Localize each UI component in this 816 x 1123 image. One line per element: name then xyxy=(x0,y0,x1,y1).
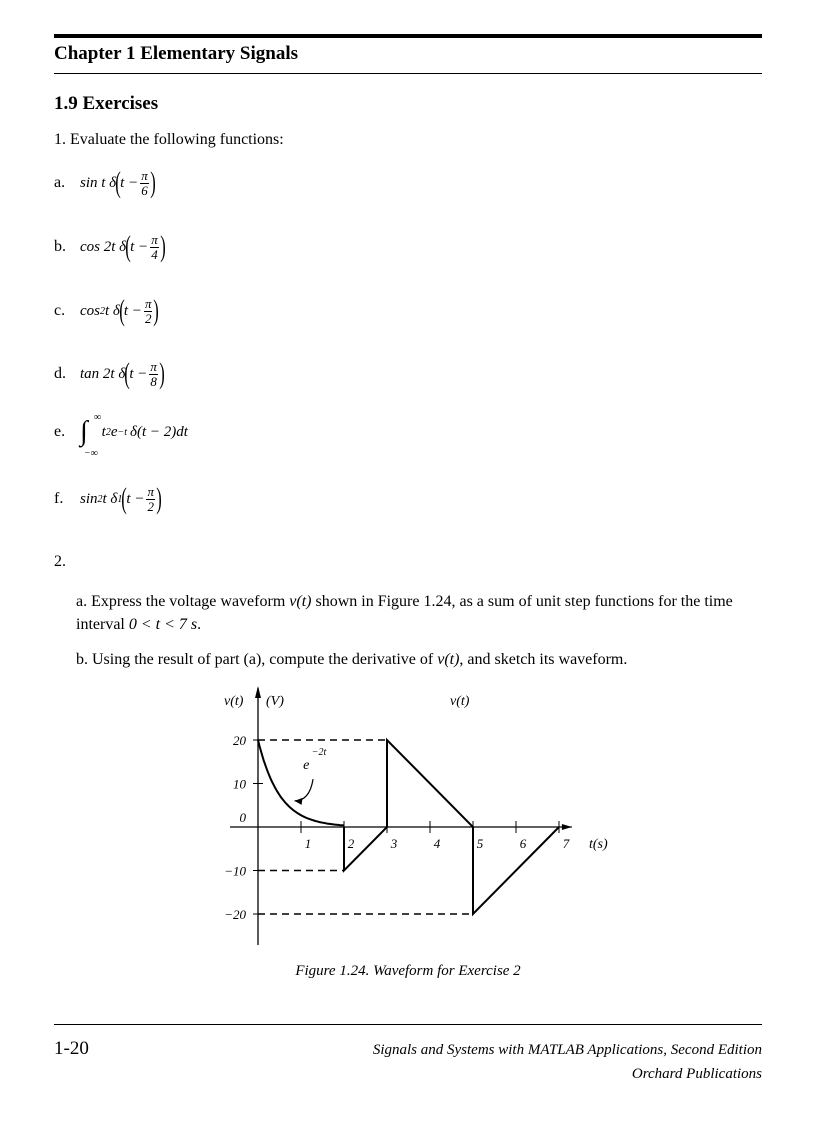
part-a-text-1: a. Express the voltage waveform xyxy=(76,593,290,610)
figure-caption: Figure 1.24. Waveform for Exercise 2 xyxy=(295,963,521,979)
fraction-numerator: π xyxy=(147,483,154,499)
x-tick-label: 4 xyxy=(433,836,441,851)
annotation-exponent: −2t xyxy=(311,747,327,759)
exercise1-item-d xyxy=(54,359,164,389)
fraction xyxy=(140,169,149,197)
fraction-numerator: π xyxy=(144,295,152,311)
x-tick-label: 3 xyxy=(390,836,398,851)
y-tick-label: −20 xyxy=(224,907,246,922)
part-a-interval: 0 < t < 7 s xyxy=(128,616,198,633)
math-expression: sin t δ ( t − $\frac{\pi}{6}$ ) xyxy=(80,166,156,199)
exponential-series-line xyxy=(258,740,344,825)
waveform-chart xyxy=(180,680,640,955)
exercise1-prompt: 1. Evaluate the following functions: xyxy=(54,131,284,148)
math-expression: cos 2t δ ( t − $\frac{\pi}{4}$ ) xyxy=(80,230,166,263)
math-expression: tan 2t δ ( t − $\frac{\pi}{8}$ ) xyxy=(80,357,165,390)
fraction-denominator: 8 xyxy=(150,373,157,389)
math-inner: t − xyxy=(120,174,139,191)
integral-sign: ∫ xyxy=(80,416,88,447)
exercise1-item-e xyxy=(54,412,188,459)
fraction xyxy=(149,360,158,388)
math-prefix: cos xyxy=(80,302,100,319)
page-number: 1-20 xyxy=(54,1038,89,1059)
fraction-denominator: 2 xyxy=(144,310,152,326)
item-label: d. xyxy=(54,365,66,382)
integral-lower-limit: −∞ xyxy=(84,448,98,459)
x-tick-label: 7 xyxy=(562,836,570,851)
math-inner: t − xyxy=(126,490,145,507)
header-bottom-rule xyxy=(54,73,762,74)
math-superscript: 2 xyxy=(100,305,105,317)
integral-upper-limit: ∞ xyxy=(94,412,102,423)
x-tick-label: 1 xyxy=(304,836,312,851)
item-label: b. xyxy=(54,238,66,255)
t-exponent: 2 xyxy=(105,426,111,438)
exercise2-part-a xyxy=(76,590,762,636)
math-superscript: 2 xyxy=(97,493,103,505)
x-axis-label: t(s) xyxy=(589,837,608,852)
header-top-rule xyxy=(54,34,762,38)
math-prefix: sin xyxy=(80,490,98,507)
part-a-text-2: shown in Figure 1.24, as a sum of unit step functions for the time interval xyxy=(76,593,733,633)
x-tick-label: 5 xyxy=(476,836,484,851)
fraction-denominator: 4 xyxy=(151,246,158,262)
exercise1-item-f xyxy=(54,484,161,514)
y-tick-label: −10 xyxy=(224,863,246,879)
publisher: Orchard Publications xyxy=(631,1066,762,1082)
math-prefix: tan 2t δ xyxy=(80,365,126,382)
part-b-text-1: b. Using the result of part (a), compute the derivative of xyxy=(76,651,438,668)
part-b-v: v(t) xyxy=(437,651,460,668)
math-inner: t − xyxy=(123,302,142,319)
math-inner: t − xyxy=(129,365,148,382)
integrand-body: δ(t − 2)dt xyxy=(130,423,188,440)
fraction-numerator: π xyxy=(151,231,158,247)
x-tick-label: 6 xyxy=(519,836,527,851)
section-title: 1.9 Exercises xyxy=(54,93,159,114)
y-tick-label: 10 xyxy=(233,776,246,792)
math-prefix-mid: t δ xyxy=(102,490,118,507)
math-expression: ∫ ∞ −∞ t 2 e −t δ(t − 2)dt xyxy=(80,412,188,459)
fraction-numerator: π xyxy=(141,167,148,183)
annotation-arrow xyxy=(295,779,313,801)
math-expression: cos 2 t δ ( t − $\frac{\pi}{2}$ ) xyxy=(80,294,160,327)
part-b-text-2: , and sketch its waveform. xyxy=(459,651,628,668)
part-a-v: v(t) xyxy=(289,593,312,610)
e-exponent: −t xyxy=(117,426,128,438)
chapter-title: Chapter 1 Elementary Signals xyxy=(54,43,299,64)
x-axis-arrow xyxy=(562,824,572,830)
annotation-base: e xyxy=(303,758,310,774)
delta-superscript: 1 xyxy=(117,493,123,505)
fraction xyxy=(146,485,155,513)
y-axis-label: v(t) xyxy=(224,694,244,709)
fraction-denominator: 2 xyxy=(147,498,154,514)
exercise2-part-b xyxy=(76,651,762,669)
book-title: Signals and Systems with MATLAB Applications, Second Edition xyxy=(372,1042,762,1058)
y-axis-unit-label: (V) xyxy=(266,694,284,709)
exercise1-item-c xyxy=(54,296,158,326)
exercise1-item-b xyxy=(54,232,165,262)
y-tick-label: 0 xyxy=(239,810,246,825)
math-prefix: sin t δ xyxy=(80,174,117,191)
y-axis-arrow xyxy=(255,686,261,698)
part-a-text-3: . xyxy=(197,616,202,633)
item-label: c. xyxy=(54,302,66,319)
fraction xyxy=(144,297,153,325)
fraction-numerator: π xyxy=(150,358,157,374)
fraction xyxy=(150,233,159,261)
math-prefix: cos 2t δ xyxy=(80,238,127,255)
math-expression: sin 2 t δ 1 ( t − $\frac{\pi}{2}$ ) xyxy=(80,482,162,515)
math-inner: t − xyxy=(130,238,149,255)
exercise2-number: 2. xyxy=(54,553,66,570)
y-tick-label: 20 xyxy=(233,733,246,748)
exercise1-item-a xyxy=(54,168,155,198)
item-label: f. xyxy=(54,490,64,507)
footer-rule xyxy=(54,1024,762,1025)
x-tick-label: 2 xyxy=(347,836,355,851)
annotation-arrowhead xyxy=(295,798,303,805)
item-label: e. xyxy=(54,423,66,440)
fraction-denominator: 6 xyxy=(141,182,148,198)
item-label: a. xyxy=(54,174,66,191)
math-prefix-rest: t δ xyxy=(105,302,120,319)
chart-title: v(t) xyxy=(450,694,470,709)
